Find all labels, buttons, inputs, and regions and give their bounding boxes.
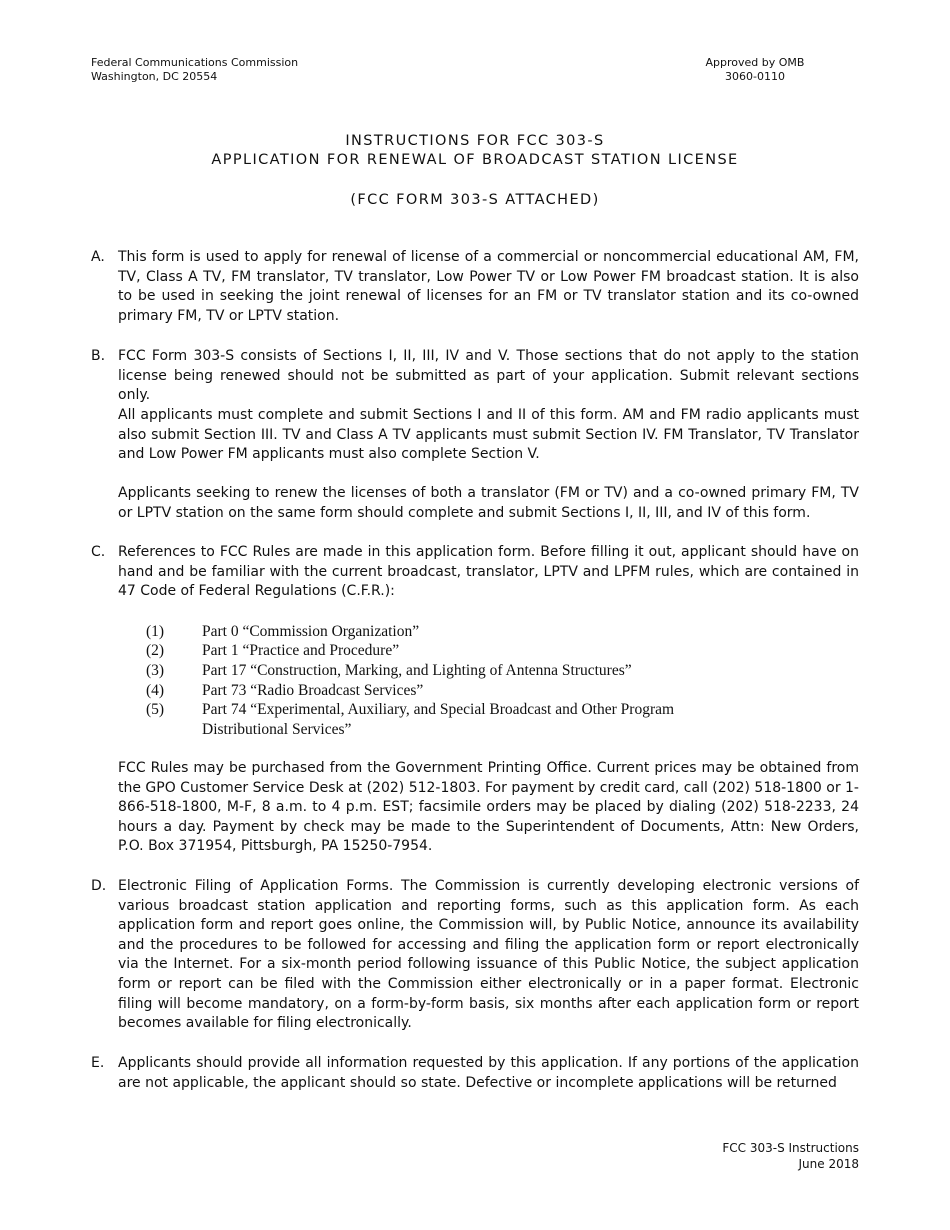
rule-5-number: (5) <box>146 701 165 718</box>
page-title: INSTRUCTIONS FOR FCC 303-S <box>345 133 605 149</box>
section-b-paragraph-2: All applicants must complete and submit Sections I and II of this form. AM and FM radio applicants must also submit Section III. TV and Class A TV applicants must submit Section IV. FM Translator, TV Translator and Low Power FM applicants must also complete Section V. <box>118 407 859 463</box>
section-b-marker: B. <box>91 348 106 364</box>
agency-address: Washington, DC 20554 <box>91 70 218 83</box>
rule-2-text: Part 1 “Practice and Procedure” <box>202 642 400 659</box>
rule-1-number: (1) <box>146 623 165 640</box>
rule-5-text: Part 74 “Experimental, Auxiliary, and Special Broadcast and Other Program Distributional Services” <box>202 701 675 738</box>
rule-3-text: Part 17 “Construction, Marking, and Lighting of Antenna Structures” <box>202 662 632 679</box>
section-d-text: Electronic Filing of Application Forms. The Commission is currently developing electronic versions of various broadcast station application and reporting forms, such as this application form. As each application form and report goes online, the Commission will, by Public Notice, announce its availability and the procedures to be followed for accessing and filing the application form or report electronically via the Internet. For a six-month period following issuance of this Public Notice, the subject application form or report can be filed with the Commission either electronically or in a paper format. Electronic filing will become mandatory, on a form-by-form basis, six months after each application form or report becomes available for filing electronically. <box>118 878 859 1032</box>
rule-4-text: Part 73 “Radio Broadcast Services” <box>202 682 424 699</box>
omb-approval-label: Approved by OMB <box>705 56 805 69</box>
section-e-text: Applicants should provide all information requested by this application. If any portions of the application are not applicable, the applicant should so state. Defective or incomplete applications will be returned <box>118 1055 859 1091</box>
section-a-marker: A. <box>91 249 105 265</box>
section-b-paragraph-3: Applicants seeking to renew the licenses of both a translator (FM or TV) and a co-owned primary FM, TV or LPTV station on the same form should complete and submit Sections I, II, III, and IV of this form. <box>118 485 859 521</box>
section-d-marker: D. <box>91 878 107 894</box>
page-subtitle: APPLICATION FOR RENEWAL OF BROADCAST STATION LICENSE <box>211 152 739 168</box>
section-a-text: This form is used to apply for renewal of license of a commercial or noncommercial educational AM, FM, TV, Class A TV, FM translator, TV translator, Low Power TV or Low Power FM broadcast station. It is also to be used in seeking the joint renewal of licenses for an FM or TV translator station and its co-owned primary FM, TV or LPTV station. <box>118 249 859 324</box>
section-b-paragraph-1: FCC Form 303-S consists of Sections I, II, III, IV and V. Those sections that do not apply to the station license being renewed should not be submitted as part of your application. Submit relevant sections only. <box>118 348 859 404</box>
rule-1-text: Part 0 “Commission Organization” <box>202 623 420 640</box>
rule-2-number: (2) <box>146 642 165 659</box>
rule-4-number: (4) <box>146 682 165 699</box>
rule-3-number: (3) <box>146 662 165 679</box>
omb-number: 3060-0110 <box>725 70 785 83</box>
section-c-paragraph-2: FCC Rules may be purchased from the Government Printing Office. Current prices may be obtained from the GPO Customer Service Desk at (202) 512-1803. For payment by credit card, call (202) 518-1800 or 1-866-518-1800, M-F, 8 a.m. to 4 p.m. EST; facsimile orders may be placed by dialing (202) 518-2233, 24 hours a day. Payment by check may be made to the Superintendent of Documents, Attn: New Orders, P.O. Box 371954, Pittsburgh, PA 15250-7954. <box>118 760 859 855</box>
agency-name: Federal Communications Commission <box>91 56 299 69</box>
section-c-paragraph-1: References to FCC Rules are made in this application form. Before filling it out, applicant should have on hand and be familiar with the current broadcast, translator, LPTV and LPFM rules, which are contained in 47 Code of Federal Regulations (C.F.R.): <box>118 544 859 600</box>
section-e-marker: E. <box>91 1055 105 1071</box>
footer-date: June 2018 <box>798 1157 859 1171</box>
form-attached-note: (FCC FORM 303-S ATTACHED) <box>350 192 600 208</box>
section-c-marker: C. <box>91 544 106 560</box>
footer-form-name: FCC 303-S Instructions <box>722 1141 859 1155</box>
